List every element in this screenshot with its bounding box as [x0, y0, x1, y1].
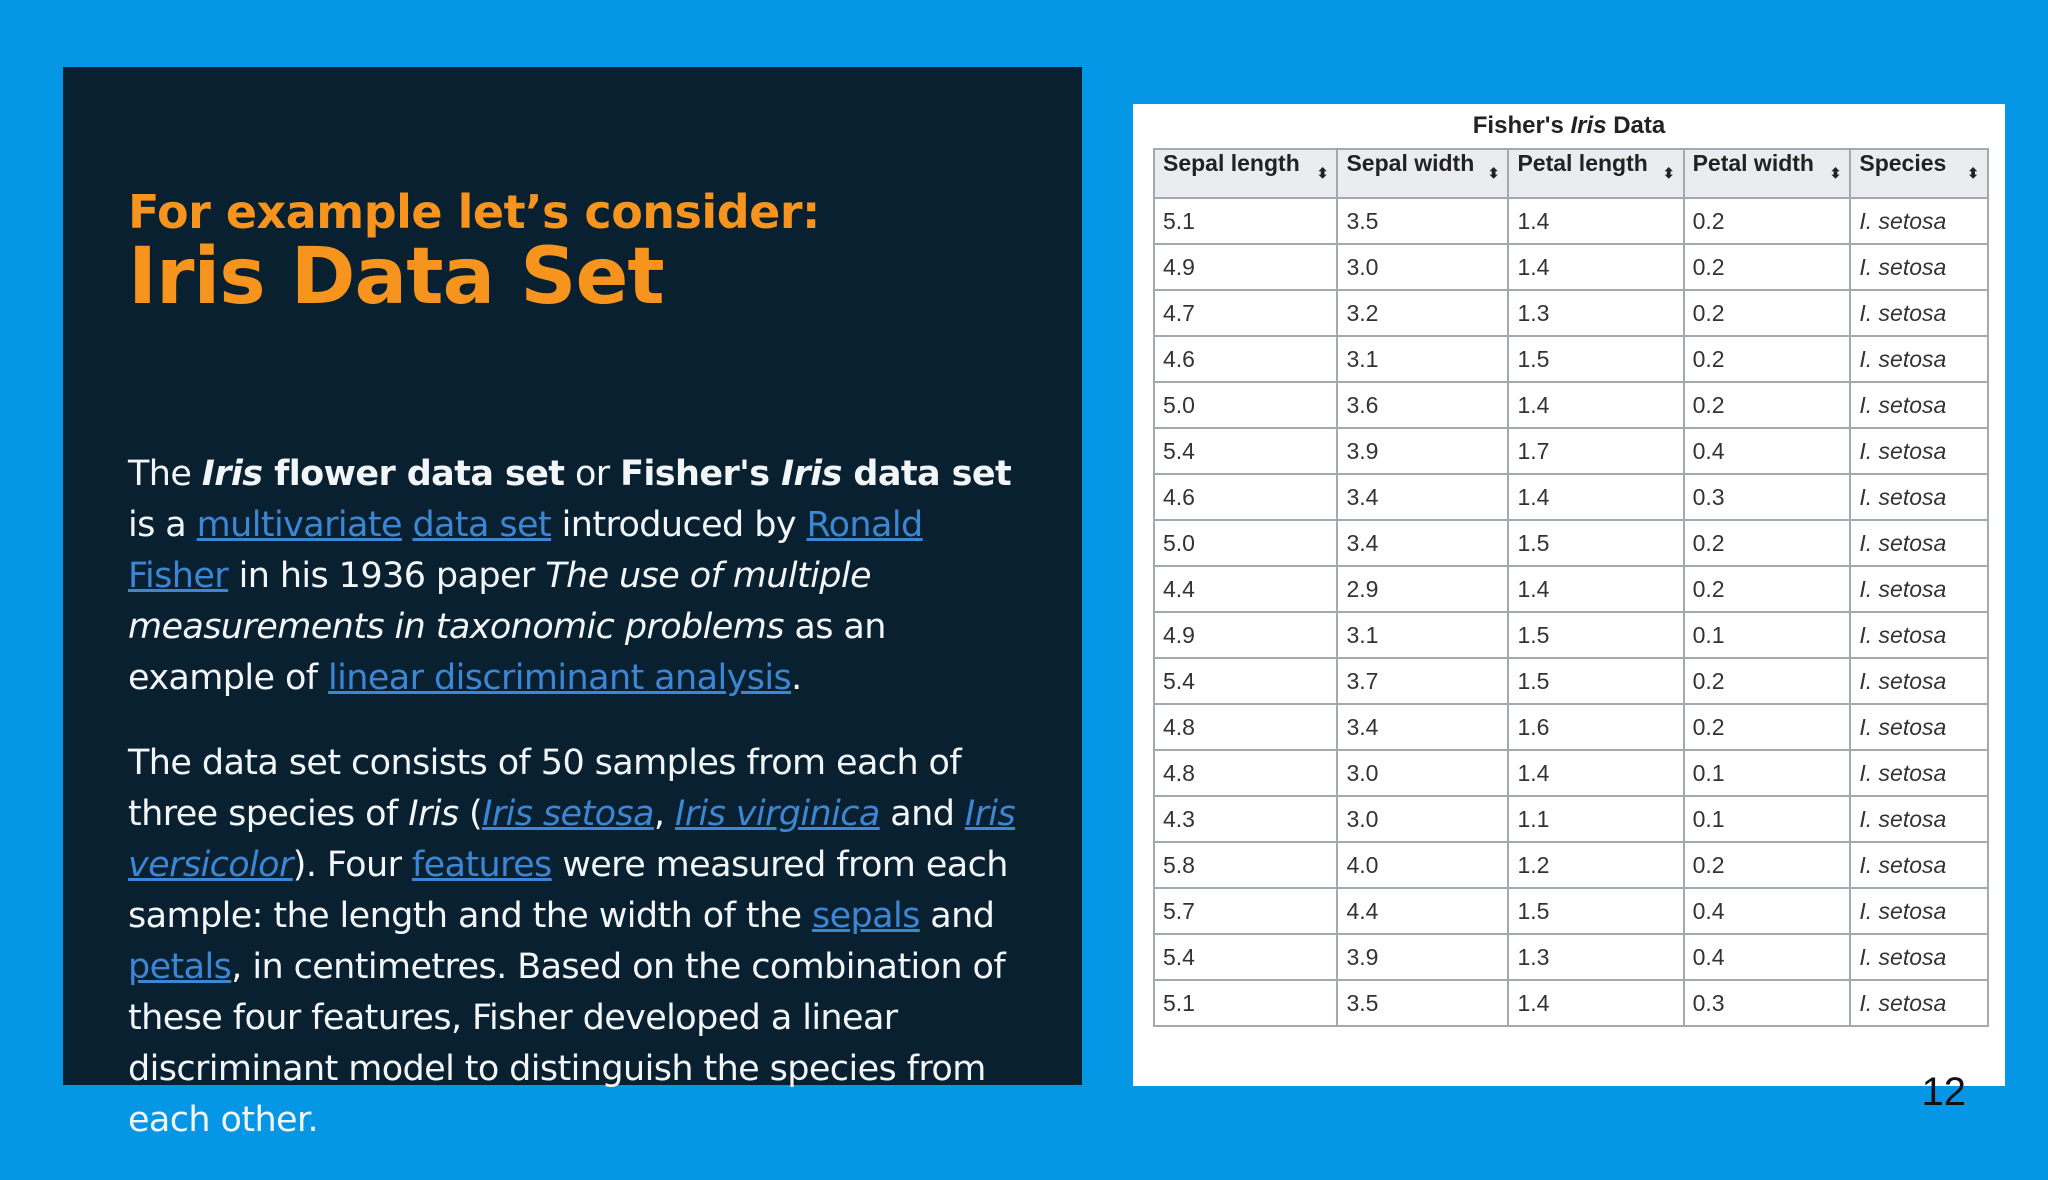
- link-iris-versicolor[interactable]: Iris versicolor: [128, 794, 1016, 885]
- text: and: [919, 896, 995, 936]
- table-body: [1154, 198, 1988, 1026]
- measurement-cell: 5.8: [1154, 842, 1337, 888]
- bold-text: Fisher's: [620, 454, 782, 494]
- measurement-cell: 1.3: [1508, 290, 1683, 336]
- column-header-label: Sepal length: [1163, 150, 1300, 176]
- measurement-cell: 1.3: [1508, 934, 1683, 980]
- measurement-cell: 5.4: [1154, 934, 1337, 980]
- measurement-cell: 4.6: [1154, 474, 1337, 520]
- text: in his 1936 paper: [228, 556, 546, 596]
- text: introduced by: [551, 505, 807, 545]
- text: .: [791, 658, 802, 698]
- measurement-cell: 0.2: [1684, 382, 1851, 428]
- measurement-cell: 4.4: [1337, 888, 1508, 934]
- column-header-label: Petal length: [1517, 150, 1648, 176]
- measurement-cell: 0.2: [1684, 566, 1851, 612]
- measurement-cell: 3.9: [1337, 934, 1508, 980]
- measurement-cell: 3.2: [1337, 290, 1508, 336]
- measurement-cell: 3.7: [1337, 658, 1508, 704]
- slide-title: Iris Data Set: [128, 232, 664, 322]
- measurement-cell: 1.5: [1508, 336, 1683, 382]
- measurement-cell: 0.2: [1684, 520, 1851, 566]
- measurement-cell: 0.2: [1684, 244, 1851, 290]
- text: , in centimetres. Based on the combination of these four features, Fisher developed a linear discriminant model to distinguish the species from each other.: [128, 947, 1006, 1140]
- measurement-cell: 1.5: [1508, 520, 1683, 566]
- bold-italic-text: Iris: [781, 454, 842, 494]
- text: or: [564, 454, 621, 494]
- species-cell: I. setosa: [1850, 750, 1988, 796]
- measurement-cell: 1.1: [1508, 796, 1683, 842]
- table-row: [1154, 382, 1988, 428]
- table-row: [1154, 704, 1988, 750]
- table-row: [1154, 612, 1988, 658]
- measurement-cell: 3.0: [1337, 244, 1508, 290]
- table-row: [1154, 888, 1988, 934]
- measurement-cell: 3.5: [1337, 198, 1508, 244]
- measurement-cell: 4.4: [1154, 566, 1337, 612]
- measurement-cell: 3.1: [1337, 612, 1508, 658]
- text: is a: [128, 505, 197, 545]
- measurement-cell: 1.4: [1508, 980, 1683, 1026]
- table-row: [1154, 566, 1988, 612]
- paper-title: The use of multiple measurements in taxonomic problems: [128, 556, 871, 647]
- link-features[interactable]: features: [411, 845, 552, 885]
- measurement-cell: 1.4: [1508, 198, 1683, 244]
- species-cell: I. setosa: [1850, 934, 1988, 980]
- table-row: [1154, 980, 1988, 1026]
- table-row: [1154, 336, 1988, 382]
- measurement-cell: 4.8: [1154, 704, 1337, 750]
- measurement-cell: 1.4: [1508, 382, 1683, 428]
- sort-icon[interactable]: ⬍: [1967, 165, 1979, 181]
- species-cell: I. setosa: [1850, 474, 1988, 520]
- italic-text: Iris: [408, 794, 459, 834]
- measurement-cell: 3.1: [1337, 336, 1508, 382]
- measurement-cell: 5.7: [1154, 888, 1337, 934]
- table-row: [1154, 198, 1988, 244]
- measurement-cell: 4.6: [1154, 336, 1337, 382]
- link-multivariate[interactable]: multivariate: [196, 505, 402, 545]
- measurement-cell: 1.2: [1508, 842, 1683, 888]
- measurement-cell: 1.7: [1508, 428, 1683, 474]
- species-cell: I. setosa: [1850, 980, 1988, 1026]
- bold-text: flower data set: [262, 454, 565, 494]
- column-header[interactable]: [1850, 149, 1988, 198]
- measurement-cell: 4.0: [1337, 842, 1508, 888]
- column-header-label: Sepal width: [1346, 150, 1475, 176]
- caption-text: Data: [1606, 112, 1666, 139]
- column-header-label: Petal width: [1692, 150, 1814, 176]
- table-row: [1154, 934, 1988, 980]
- link-iris-virginica[interactable]: Iris virginica: [674, 794, 880, 834]
- species-cell: I. setosa: [1850, 244, 1988, 290]
- column-header[interactable]: [1684, 149, 1851, 198]
- link-petals[interactable]: petals: [128, 947, 232, 987]
- table-row: [1154, 428, 1988, 474]
- measurement-cell: 5.0: [1154, 382, 1337, 428]
- measurement-cell: 0.3: [1684, 474, 1851, 520]
- measurement-cell: 5.0: [1154, 520, 1337, 566]
- link-sepals[interactable]: sepals: [811, 896, 920, 936]
- measurement-cell: 3.4: [1337, 520, 1508, 566]
- link-iris-setosa[interactable]: Iris setosa: [482, 794, 654, 834]
- link-ronald-fisher[interactable]: Ronald Fisher: [128, 505, 923, 596]
- measurement-cell: 3.0: [1337, 750, 1508, 796]
- text: (: [458, 794, 483, 834]
- paragraph-1: [128, 449, 1028, 704]
- sort-icon[interactable]: ⬍: [1316, 165, 1329, 181]
- measurement-cell: 1.4: [1508, 474, 1683, 520]
- measurement-cell: 1.4: [1508, 244, 1683, 290]
- text: [402, 505, 413, 545]
- eyebrow-heading: For example let’s consider:: [128, 185, 820, 239]
- species-cell: I. setosa: [1850, 198, 1988, 244]
- measurement-cell: 0.1: [1684, 612, 1851, 658]
- measurement-cell: 5.1: [1154, 198, 1337, 244]
- sort-icon[interactable]: ⬍: [1662, 165, 1675, 181]
- page-number: 12: [1921, 1070, 1966, 1114]
- table-row: [1154, 796, 1988, 842]
- sort-icon[interactable]: ⬍: [1829, 165, 1842, 181]
- species-cell: I. setosa: [1850, 336, 1988, 382]
- measurement-cell: 1.6: [1508, 704, 1683, 750]
- species-cell: I. setosa: [1850, 888, 1988, 934]
- measurement-cell: 0.2: [1684, 842, 1851, 888]
- species-cell: I. setosa: [1850, 520, 1988, 566]
- link-data-set[interactable]: data set: [412, 505, 552, 545]
- species-cell: I. setosa: [1850, 796, 1988, 842]
- text: as an example of: [128, 607, 886, 698]
- measurement-cell: 4.7: [1154, 290, 1337, 336]
- table-row: [1154, 520, 1988, 566]
- measurement-cell: 4.8: [1154, 750, 1337, 796]
- table-row: [1154, 658, 1988, 704]
- column-header[interactable]: [1337, 149, 1508, 198]
- measurement-cell: 3.4: [1337, 474, 1508, 520]
- measurement-cell: 0.2: [1684, 336, 1851, 382]
- caption-text: Fisher's: [1472, 112, 1571, 139]
- measurement-cell: 1.4: [1508, 566, 1683, 612]
- text: were measured from each sample: the length and the width of the: [128, 845, 1008, 936]
- species-cell: I. setosa: [1850, 658, 1988, 704]
- table-row: [1154, 750, 1988, 796]
- iris-data-table: [1153, 148, 1989, 1027]
- measurement-cell: 0.4: [1684, 934, 1851, 980]
- measurement-cell: 0.4: [1684, 428, 1851, 474]
- header-row: [1154, 149, 1988, 198]
- species-cell: I. setosa: [1850, 612, 1988, 658]
- text: and: [879, 794, 965, 834]
- link-linear-discriminant-analysis[interactable]: linear discriminant analysis: [328, 658, 792, 698]
- column-header[interactable]: [1154, 149, 1337, 198]
- measurement-cell: 0.2: [1684, 290, 1851, 336]
- body-text: [128, 449, 1028, 1180]
- measurement-cell: 3.0: [1337, 796, 1508, 842]
- text: The data set consists of 50 samples from each of three species of: [128, 743, 962, 834]
- table-caption: [1133, 104, 2005, 148]
- table-row: [1154, 474, 1988, 520]
- species-cell: I. setosa: [1850, 428, 1988, 474]
- bold-italic-text: Iris: [201, 454, 263, 494]
- measurement-cell: 1.5: [1508, 612, 1683, 658]
- column-header[interactable]: [1508, 149, 1683, 198]
- table-row: [1154, 244, 1988, 290]
- measurement-cell: 1.4: [1508, 750, 1683, 796]
- measurement-cell: 2.9: [1337, 566, 1508, 612]
- text: ). Four: [292, 845, 412, 885]
- measurement-cell: 0.2: [1684, 198, 1851, 244]
- species-cell: I. setosa: [1850, 382, 1988, 428]
- measurement-cell: 0.1: [1684, 750, 1851, 796]
- species-cell: I. setosa: [1850, 566, 1988, 612]
- bold-text: data set: [841, 454, 1012, 494]
- text: ,: [653, 794, 675, 834]
- species-cell: I. setosa: [1850, 290, 1988, 336]
- paragraph-2: [128, 738, 1028, 1146]
- measurement-cell: 1.5: [1508, 888, 1683, 934]
- sort-icon[interactable]: ⬍: [1487, 165, 1500, 181]
- table-row: [1154, 842, 1988, 888]
- column-header-label: Species: [1859, 150, 1947, 176]
- species-cell: I. setosa: [1850, 704, 1988, 750]
- species-cell: I. setosa: [1850, 842, 1988, 888]
- measurement-cell: 3.4: [1337, 704, 1508, 750]
- measurement-cell: 5.4: [1154, 658, 1337, 704]
- content-panel: [63, 67, 1082, 1140]
- text: The: [128, 454, 202, 494]
- measurement-cell: 0.2: [1684, 658, 1851, 704]
- measurement-cell: 4.9: [1154, 244, 1337, 290]
- measurement-cell: 4.9: [1154, 612, 1337, 658]
- measurement-cell: 0.3: [1684, 980, 1851, 1026]
- measurement-cell: 4.3: [1154, 796, 1337, 842]
- measurement-cell: 0.4: [1684, 888, 1851, 934]
- measurement-cell: 5.1: [1154, 980, 1337, 1026]
- measurement-cell: 3.9: [1337, 428, 1508, 474]
- measurement-cell: 1.5: [1508, 658, 1683, 704]
- iris-table-card: [1133, 104, 2005, 1086]
- measurement-cell: 3.5: [1337, 980, 1508, 1026]
- caption-italic: Iris: [1570, 112, 1607, 139]
- measurement-cell: 3.6: [1337, 382, 1508, 428]
- table-row: [1154, 290, 1988, 336]
- measurement-cell: 0.2: [1684, 704, 1851, 750]
- measurement-cell: 5.4: [1154, 428, 1337, 474]
- measurement-cell: 0.1: [1684, 796, 1851, 842]
